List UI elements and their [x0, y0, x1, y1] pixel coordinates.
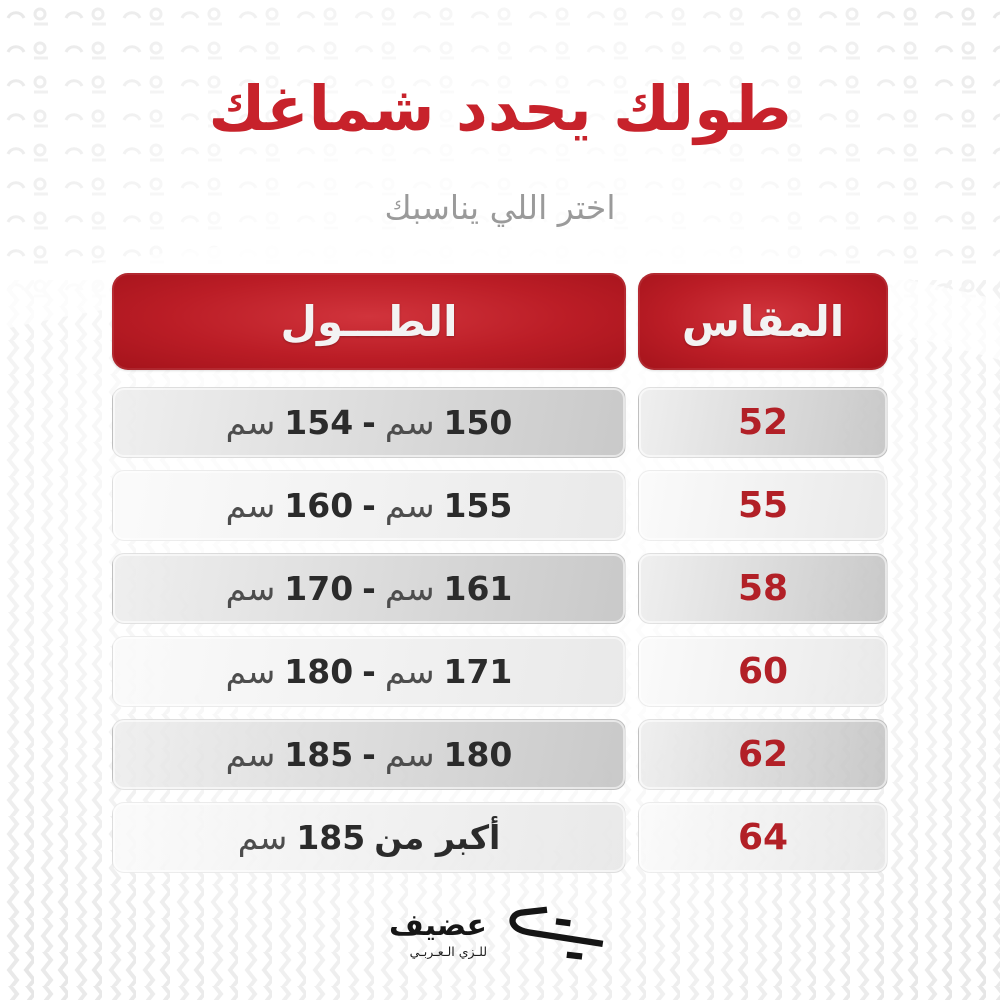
- column-header-length: الطـــول: [112, 273, 626, 370]
- table-row: [112, 802, 888, 873]
- brand-mark-icon: [501, 898, 611, 970]
- length-range: [112, 802, 626, 873]
- size-value: 52: [638, 387, 888, 458]
- unit-label: سم: [225, 652, 276, 691]
- range-dash: -: [362, 652, 376, 691]
- table-row: [112, 387, 888, 458]
- table-row: [112, 719, 888, 790]
- unit-label: سم: [384, 652, 435, 691]
- length-from: 185: [296, 818, 366, 857]
- page-subtitle: اختر اللي يناسبك: [384, 188, 616, 227]
- unit-label: سم: [237, 818, 288, 857]
- length-from: 180: [443, 735, 513, 774]
- length-to: 160: [284, 486, 354, 525]
- size-value: 60: [638, 636, 888, 707]
- size-value: 62: [638, 719, 888, 790]
- size-value: 64: [638, 802, 888, 873]
- table-header-row: [112, 273, 888, 370]
- length-from: 150: [443, 403, 513, 442]
- column-header-size: المقاس: [638, 273, 888, 370]
- size-value: 58: [638, 553, 888, 624]
- brand-text: [389, 909, 487, 959]
- length-from: 155: [443, 486, 513, 525]
- unit-label: سم: [225, 735, 276, 774]
- page-title: طولك يحدد شماغك: [208, 72, 792, 145]
- unit-label: سم: [384, 403, 435, 442]
- length-range: [112, 636, 626, 707]
- range-dash: -: [362, 486, 376, 525]
- range-dash: -: [362, 569, 376, 608]
- unit-label: سم: [225, 486, 276, 525]
- length-to: 180: [284, 652, 354, 691]
- brand-tagline: للـزي الـعـربـي: [409, 944, 488, 959]
- size-table: [112, 273, 888, 885]
- length-range: [112, 387, 626, 458]
- length-to: 185: [284, 735, 354, 774]
- unit-label: سم: [384, 569, 435, 608]
- range-dash: -: [362, 403, 376, 442]
- length-from: 171: [443, 652, 513, 691]
- table-row: [112, 553, 888, 624]
- length-range: [112, 470, 626, 541]
- unit-label: سم: [225, 569, 276, 608]
- table-row: [112, 470, 888, 541]
- brand-logo: [0, 898, 1000, 970]
- length-prefix: أكبر من: [374, 818, 501, 857]
- unit-label: سم: [225, 403, 276, 442]
- length-to: 154: [284, 403, 354, 442]
- table-row: [112, 636, 888, 707]
- brand-name: عضيف: [388, 908, 488, 943]
- unit-label: سم: [384, 486, 435, 525]
- range-dash: -: [362, 735, 376, 774]
- unit-label: سم: [384, 735, 435, 774]
- size-value: 55: [638, 470, 888, 541]
- length-range: [112, 553, 626, 624]
- length-to: 170: [284, 569, 354, 608]
- length-from: 161: [443, 569, 513, 608]
- length-range: [112, 719, 626, 790]
